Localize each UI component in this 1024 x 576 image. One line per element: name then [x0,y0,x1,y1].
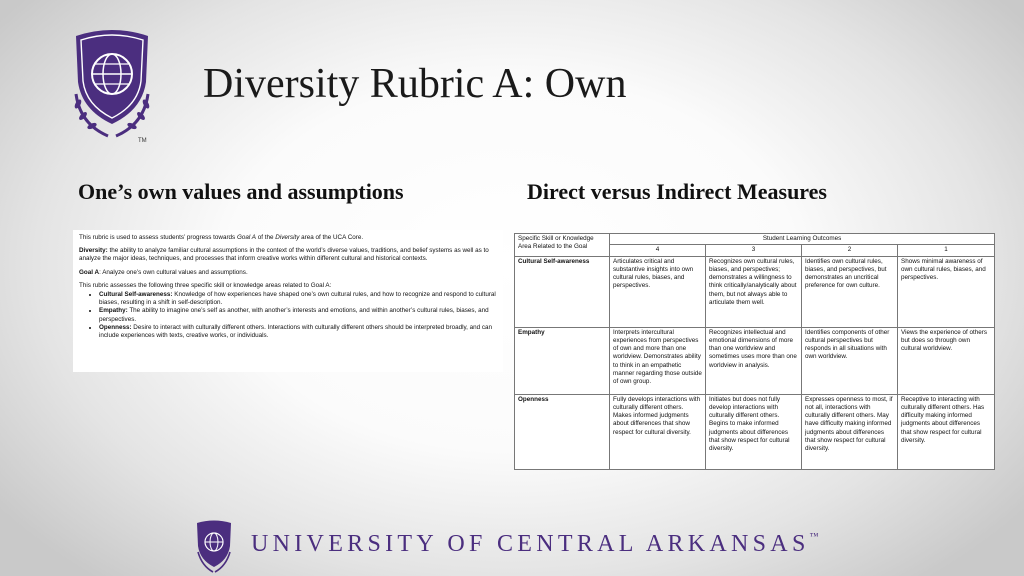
rubric-description-document [73,230,503,372]
area-column-header: Specific Skill or Knowledge Area Related to the Goal [515,234,610,257]
right-heading: Direct versus Indirect Measures [527,179,827,204]
table-cell: Expresses openness to most, if not all, interactions with culturally different others. May have difficulty making informed judgments about differences that show respect for cultural diversity. [802,394,898,469]
doc-intro: This rubric is used to assess students’ progress towards Goal A of the Diversity area of the UCA Core. [79,234,364,241]
table-row [515,327,995,394]
area-cell: Openness [515,394,610,469]
table-cell: Initiates but does not fully develop interactions with culturally different others. Begins to make informed judgments about differences that show respect for cultural diversity. [706,394,802,469]
doc-assess-intro: This rubric assesses the following three specific skill or knowledge areas related to Goal A: [79,281,332,289]
table-cell: Fully develops interactions with culturally different others. Makes informed judgments about differences that show respect for cultural diversity. [610,394,706,469]
table-cell: Recognizes intellectual and emotional dimensions of more than one worldview and sometimes uses more than one worldview in analysis. [706,327,802,394]
outcomes-header: Student Learning Outcomes [610,234,995,245]
table-cell: Interprets intercultural experiences from perspectives of own and more than one worldview. Demonstrates ability to think in an empathetic manner regarding those outside of own group. [610,327,706,394]
list-item: • Openness: Desire to interact with culturally different others. Interactions with culturally different others should be interpreted broadly, and can include experiences with texts, creative works, or individuals. [99,324,497,340]
level-header: 1 [898,245,995,256]
list-item: • Cultural Self-awareness: Knowledge of how experiences have shaped one’s own cultural rules, and how to recognize and respond to cultural biases, resulting in a shift in self-description. [99,291,497,307]
trademark-mark: TM [138,138,147,144]
table-cell: Identifies own cultural rules, biases, and perspectives, but demonstrates an uncritical preference for own culture. [802,256,898,327]
left-heading: One’s own values and assumptions [78,179,404,204]
university-wordmark: UNIVERSITY OF CENTRAL ARKANSAS™ [251,531,819,557]
table-cell: Articulates critical and substantive insights into own cultural rules, biases, and perspectives. [610,256,706,327]
doc-diversity-definition: Diversity: the ability to analyze familiar cultural assumptions in the context of the world’s diverse values, traditions, and belief systems as well as to analyze the major ideas, techniques, and processes that inform creative works within different cultural and historical contexts. [79,247,489,263]
uca-shield-small-icon [194,518,234,574]
table-row [515,256,995,327]
uca-shield-logo [66,24,158,146]
table-row [515,394,995,469]
doc-goal-a: Goal A: Analyze one’s own cultural values and assumptions. [79,268,248,276]
table-cell: Identifies components of other cultural perspectives but responds in all situations with own worldview. [802,327,898,394]
doc-areas-list [99,291,497,340]
table-header-row [515,234,995,245]
list-item: • Empathy: The ability to imagine one’s self as another, with another’s interests and emotions, and within another’s cultural rules, biases, and perspectives. [99,307,497,323]
level-header: 4 [610,245,706,256]
area-cell: Empathy [515,327,610,394]
footer-trademark: ™ [809,531,819,541]
level-header: 2 [802,245,898,256]
level-header: 3 [706,245,802,256]
table-cell: Shows minimal awareness of own cultural rules, biases, and perspectives. [898,256,995,327]
area-cell: Cultural Self-awareness [515,256,610,327]
rubric-table [514,233,995,470]
university-footer [194,516,854,576]
table-cell: Recognizes own cultural rules, biases, and perspectives; demonstrates a willingness to think critically/analytically about them, but not always able to articulate them well. [706,256,802,327]
slide-title: Diversity Rubric A: Own [203,61,627,107]
table-cell: Views the experience of others but does so through own cultural worldview. [898,327,995,394]
table-cell: Receptive to interacting with culturally different others. Has difficulty making informed judgments about differences that show respect for cultural diversity. [898,394,995,469]
